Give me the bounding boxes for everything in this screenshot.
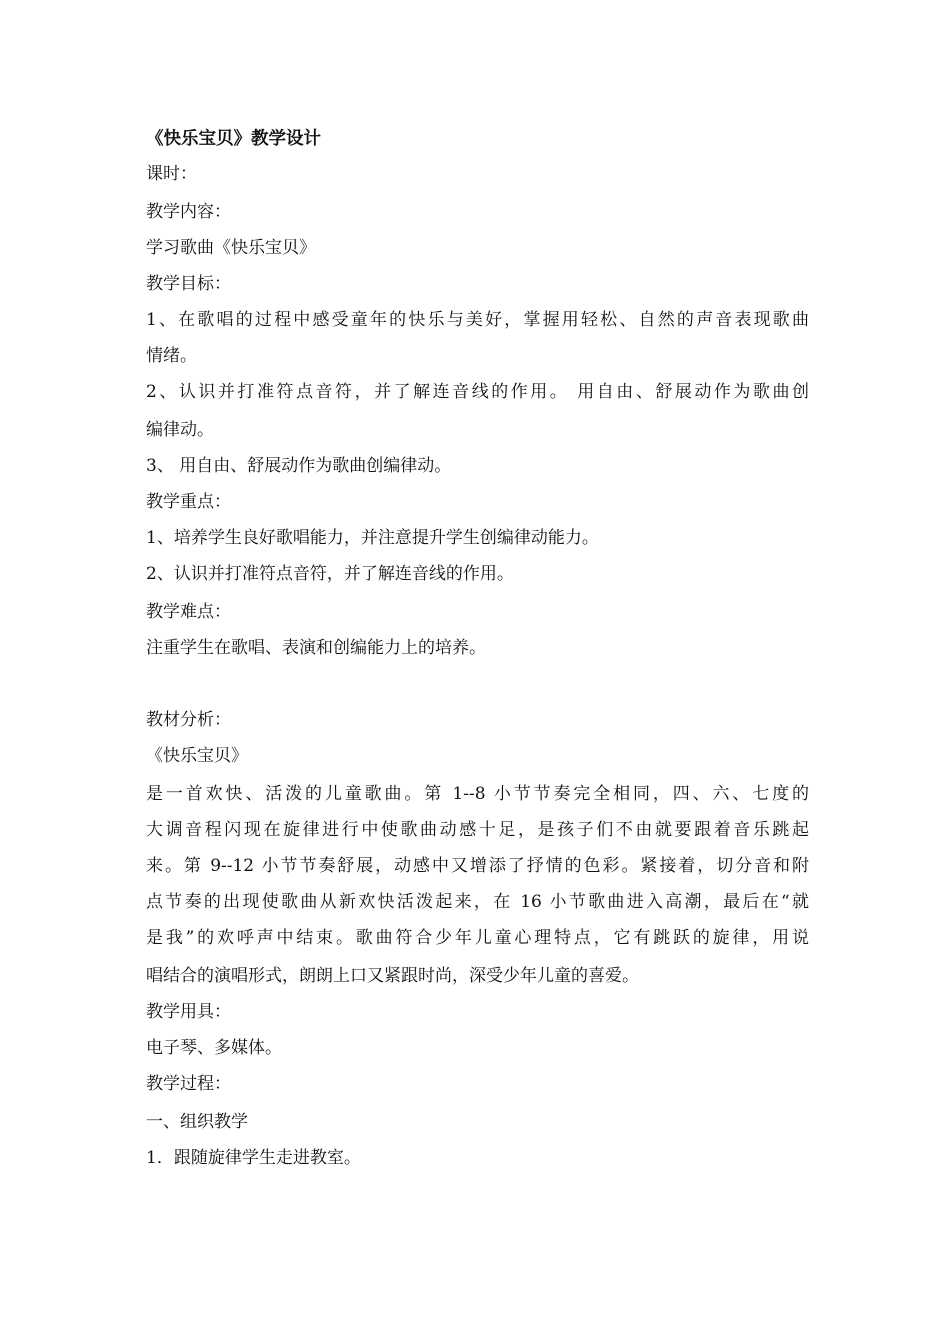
difficulty-heading: 教学难点： <box>146 602 231 622</box>
analysis-line2: 大调音程闪现在旋律进行中使歌曲动感十足，是孩子们不由就要跟着音乐跳起 <box>146 820 809 840</box>
tools-text: 电子琴、多媒体。 <box>146 1038 282 1058</box>
analysis-line6: 唱结合的演唱形式，朗朗上口又紧跟时尚，深受少年儿童的喜爱。 <box>146 966 639 986</box>
process-step-1-1: 1．跟随旋律学生走进教室。 <box>146 1148 361 1168</box>
content-text: 学习歌曲《快乐宝贝》 <box>146 238 316 258</box>
analysis-line3: 来。第 9--12 小节节奏舒展，动感中又增添了抒情的色彩。紧接着，切分音和附 <box>146 856 809 876</box>
analysis-line4: 点节奏的出现使歌曲从新欢快活泼起来，在 16 小节歌曲进入高潮，最后在“就 <box>146 892 809 912</box>
analysis-line5: 是我”的欢呼声中结束。歌曲符合少年儿童心理特点，它有跳跃的旋律，用说 <box>146 928 809 948</box>
difficulty-text: 注重学生在歌唱、表演和创编能力上的培养。 <box>146 638 486 658</box>
process-heading: 教学过程： <box>146 1074 231 1094</box>
process-step-1: 一、组织教学 <box>146 1112 248 1132</box>
objectives-heading: 教学目标： <box>146 274 231 294</box>
objective-1-line1: 1、在歌唱的过程中感受童年的快乐与美好，掌握用轻松、自然的声音表现歌曲 <box>146 310 809 330</box>
content-heading: 教学内容： <box>146 202 231 222</box>
objective-2-line1: 2、认识并打准符点音符，并了解连音线的作用。 用自由、舒展动作为歌曲创 <box>146 382 809 402</box>
document-title: 《快乐宝贝》教学设计 <box>146 129 321 149</box>
tools-heading: 教学用具： <box>146 1002 231 1022</box>
objective-2-line2: 编律动。 <box>146 420 214 440</box>
analysis-line1: 是一首欢快、活泼的儿童歌曲。第 1--8 小节节奏完全相同，四、六、七度的 <box>146 784 809 804</box>
analysis-song: 《快乐宝贝》 <box>146 746 248 766</box>
key-point-2: 2、认识并打准符点音符，并了解连音线的作用。 <box>146 564 514 584</box>
analysis-heading: 教材分析： <box>146 710 231 730</box>
key-point-1: 1、培养学生良好歌唱能力，并注意提升学生创编律动能力。 <box>146 528 599 548</box>
objective-3: 3、 用自由、舒展动作为歌曲创编律动。 <box>146 456 452 476</box>
lesson-time-label: 课时： <box>146 164 197 184</box>
objective-1-line2: 情绪。 <box>146 346 197 366</box>
key-points-heading: 教学重点： <box>146 492 231 512</box>
